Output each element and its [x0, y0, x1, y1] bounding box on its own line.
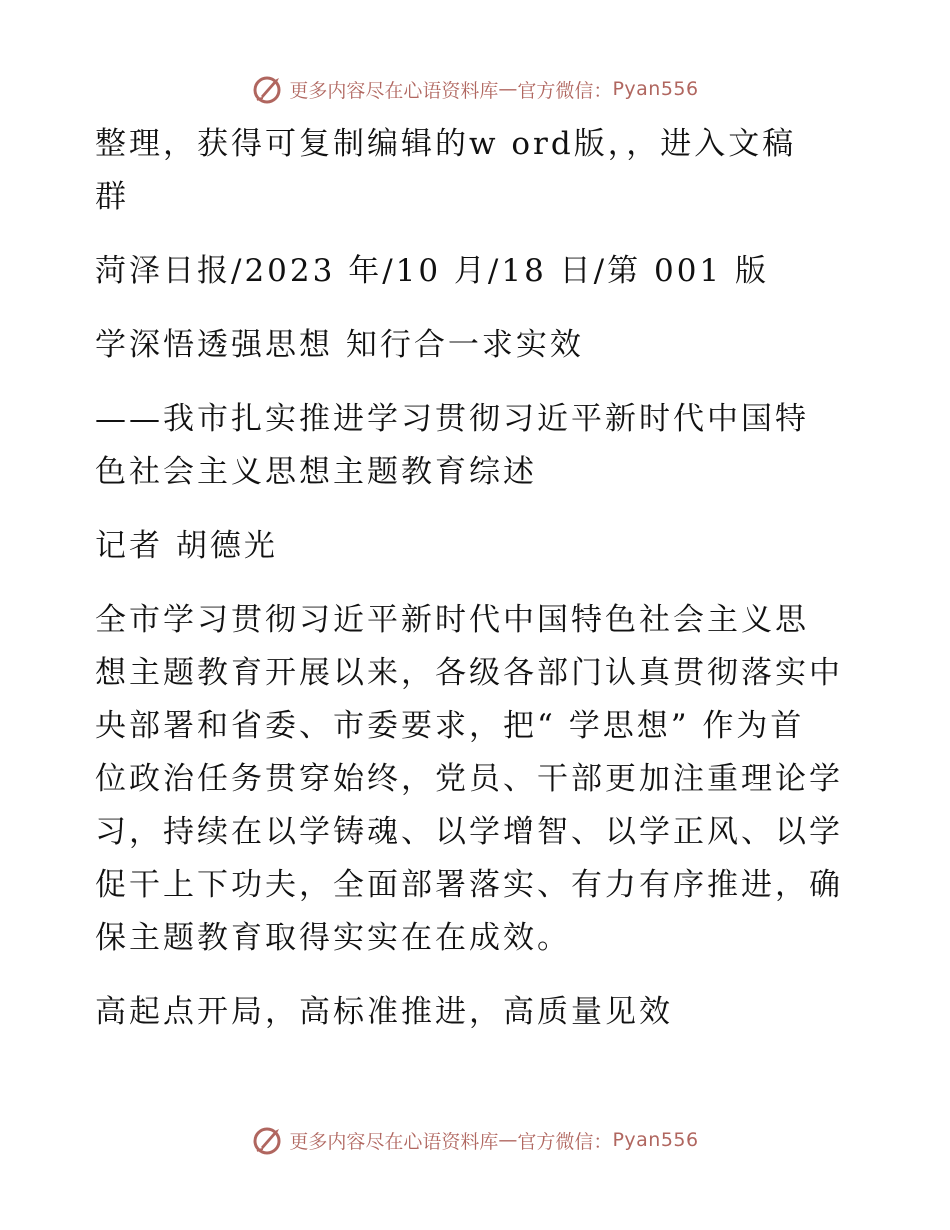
text-line: 群	[95, 179, 129, 215]
section-heading	[95, 986, 855, 1039]
paragraph-source	[95, 245, 855, 298]
watermark-separator: —	[498, 1129, 518, 1151]
pen-logo-icon	[251, 1123, 285, 1157]
text-line: 色社会主义思想主题教育综述	[95, 454, 537, 490]
text-line: 促干上下功夫，全面部署落实、有力有序推进，确	[95, 867, 843, 903]
paragraph-intro	[95, 118, 855, 224]
watermark-text: 更多内容尽在心语资料库	[289, 79, 499, 102]
text-line: 记者 胡德光	[95, 528, 278, 564]
article-title	[95, 319, 855, 372]
article-subtitle	[95, 393, 855, 499]
paragraph-body	[95, 594, 855, 965]
watermark-text: 更多内容尽在心语资料库	[289, 1130, 499, 1153]
article-byline	[95, 520, 855, 573]
watermark-separator: —	[498, 78, 518, 100]
text-line: ——我市扎实推进学习贯彻习近平新时代中国特	[95, 401, 809, 437]
watermark-header	[0, 69, 950, 109]
text-line: 整理，获得可复制编辑的w ord版，，进入文稿	[95, 126, 797, 162]
text-line: 学深悟透强思想 知行合一求实效	[95, 327, 584, 363]
watermark-official: 官方微信：	[517, 1130, 613, 1153]
watermark-footer	[0, 1120, 950, 1160]
watermark-handle: Pyan556	[612, 78, 699, 100]
watermark-official: 官方微信：	[517, 79, 613, 102]
text-line: 位政治任务贯穿始终，党员、干部更加注重理论学	[95, 761, 843, 797]
text-line: 菏泽日报/2023 年/10 月/18 日/第 001 版	[95, 253, 770, 289]
text-line: 高起点开局，高标准推进，高质量见效	[95, 994, 673, 1030]
text-line: 习，持续在以学铸魂、以学增智、以学正风、以学	[95, 814, 843, 850]
text-line: 全市学习贯彻习近平新时代中国特色社会主义思	[95, 602, 809, 638]
text-line: 想主题教育开展以来，各级各部门认真贯彻落实中	[95, 655, 843, 691]
watermark-handle: Pyan556	[612, 1129, 699, 1151]
pen-logo-icon	[251, 72, 285, 106]
text-line: 央部署和省委、市委要求，把“ 学思想” 作为首	[95, 708, 805, 744]
text-line: 保主题教育取得实实在在成效。	[95, 920, 571, 956]
document-body	[95, 118, 855, 1039]
